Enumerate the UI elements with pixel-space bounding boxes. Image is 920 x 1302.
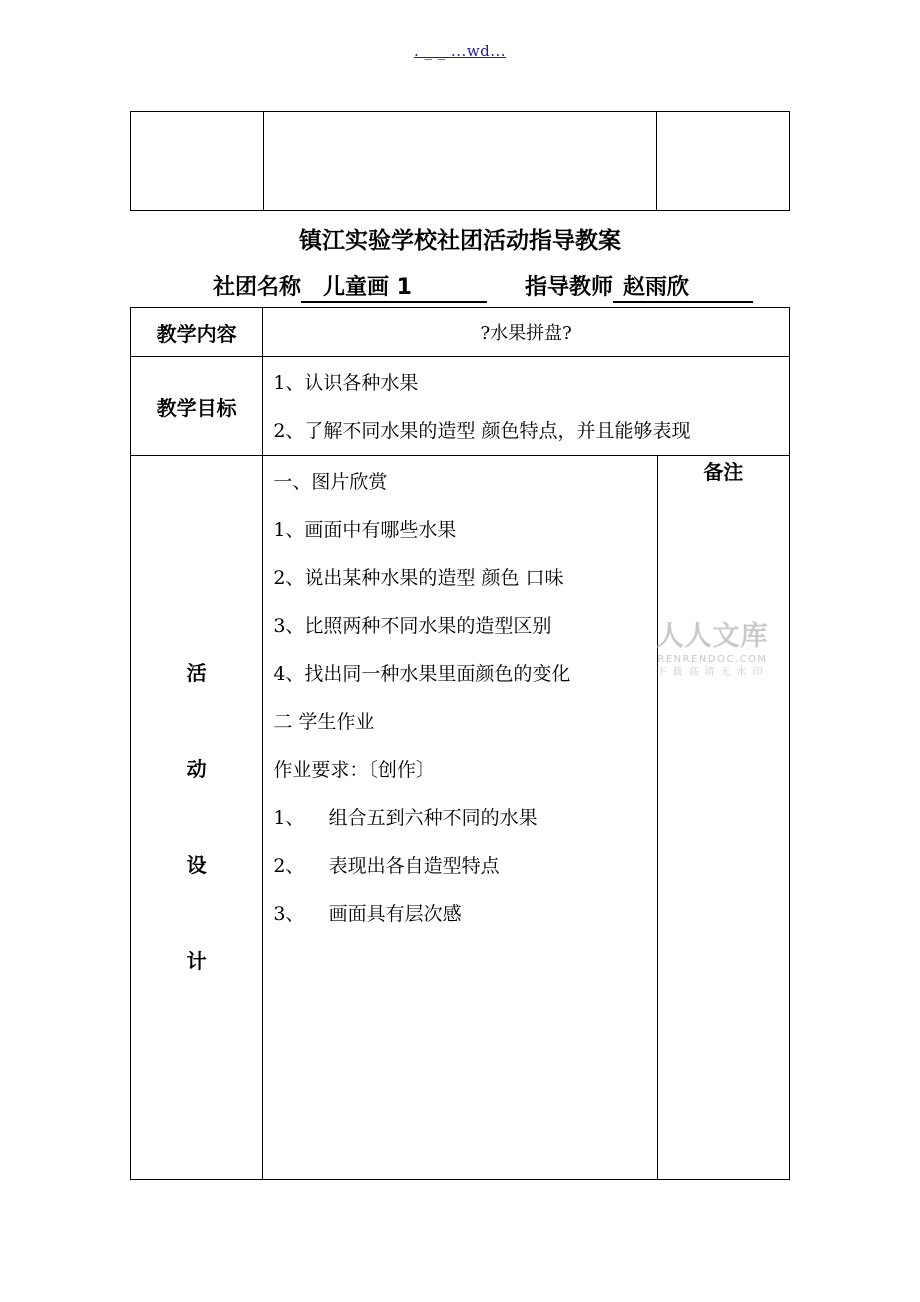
activity-label-char: 设 — [186, 853, 207, 877]
objectives-label: 教学目标 — [131, 357, 263, 456]
lesson-plan-table — [130, 307, 790, 1180]
watermark-slogan: 下载高清无水印 — [656, 667, 769, 678]
empty-cell-middle — [263, 112, 657, 211]
activity-line: 4、找出同一种水果里面颜色的变化 — [273, 663, 571, 685]
note-label: 备注 — [703, 460, 744, 484]
objectives-cell — [263, 357, 790, 456]
club-name-value: 儿童画 1 — [301, 275, 487, 303]
objective-item: 2、了解不同水果的造型 颜色特点，并且能够表现 — [273, 420, 691, 442]
activity-row — [131, 456, 790, 1180]
activity-line: 一、图片欣赏 — [273, 471, 388, 493]
content-label: 教学内容 — [131, 308, 263, 357]
activity-line: 2、说出某种水果的造型 颜色 口味 — [273, 567, 564, 589]
watermark-domain: RENRENDOC.COM — [657, 654, 768, 665]
activity-line: 2、 表现出各自造型特点 — [273, 855, 500, 877]
activity-label-char: 动 — [186, 757, 207, 781]
empty-cell-left — [131, 112, 264, 211]
note-cell — [657, 456, 789, 1180]
club-name-label: 社团名称 — [213, 275, 302, 300]
teacher-value: 赵雨欣 — [613, 275, 753, 303]
activity-label-cell — [131, 456, 263, 1180]
activity-line: 二 学生作业 — [273, 711, 375, 733]
watermark-name: 人人文库 — [656, 621, 769, 652]
activity-label-char: 计 — [186, 949, 207, 973]
activity-line: 1、画面中有哪些水果 — [273, 519, 457, 541]
activity-line: 作业要求：〔创作〕 — [273, 759, 435, 781]
content-value: ?水果拼盘? — [263, 308, 790, 357]
top-empty-table — [130, 111, 790, 211]
objectives-row — [131, 357, 790, 456]
content-row — [131, 308, 790, 357]
teacher-label: 指导教师 — [525, 275, 614, 300]
empty-cell-right — [657, 112, 790, 211]
objective-item: 1、认识各种水果 — [273, 372, 419, 394]
activity-content-cell — [263, 456, 657, 1180]
activity-line: 3、比照两种不同水果的造型区别 — [273, 615, 552, 637]
page-title: 镇江实验学校社团活动指导教案 — [299, 228, 621, 254]
club-info-line — [213, 270, 753, 303]
activity-line: 3、 画面具有层次感 — [273, 903, 462, 925]
header-link[interactable]: . _ _ ...wd... — [413, 42, 507, 60]
activity-label-char: 活 — [186, 661, 207, 685]
watermark-logo — [650, 620, 775, 680]
activity-line: 1、 组合五到六种不同的水果 — [273, 807, 538, 829]
